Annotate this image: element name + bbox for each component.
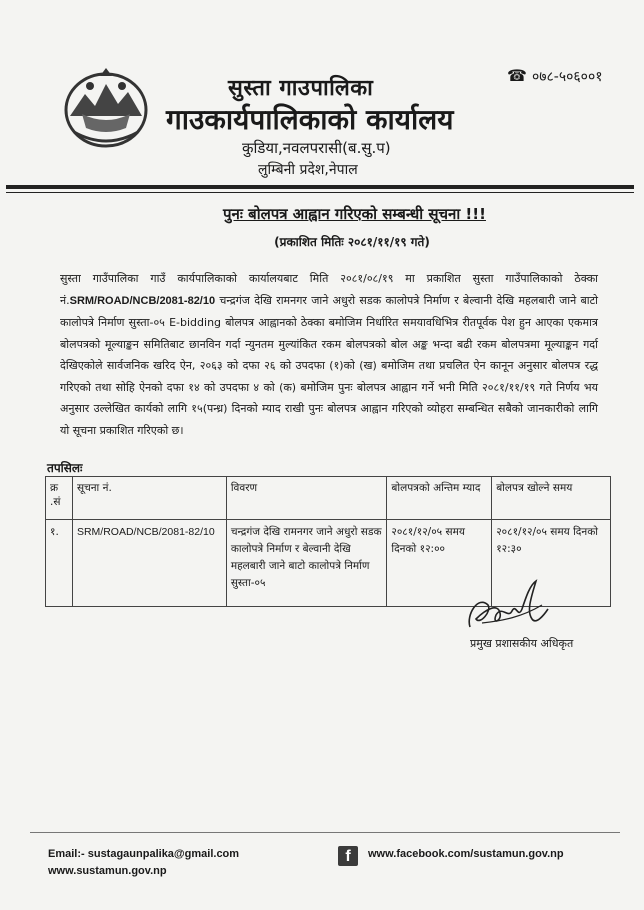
header-divider xyxy=(6,185,634,189)
table-header-row xyxy=(46,477,611,520)
phone-text: ०७८-५०६००१ xyxy=(531,69,603,85)
office-name: सुस्ता गाउपालिका xyxy=(228,76,374,101)
phone-number xyxy=(507,66,603,86)
header-opening-time: बोलपत्र खोल्ने समय xyxy=(492,477,611,520)
cell-notice-no: SRM/ROAD/NCB/2081-82/10 xyxy=(72,520,226,607)
notice-body xyxy=(60,268,598,441)
published-date-text: (प्रकाशित मितिः २०८१/११/१९ गते) xyxy=(274,235,430,249)
cell-opening-time: २०८१/१२/०५ समय दिनको १२:३० xyxy=(492,520,611,607)
office-title: गाउकार्यपालिकाको कार्यालय xyxy=(166,103,454,136)
header-description: विवरण xyxy=(226,477,387,520)
header-divider-thin xyxy=(6,192,634,193)
details-label: तपसिलः xyxy=(47,461,83,475)
signatory-title: प्रमुख प्रशासकीय अधिकृत xyxy=(470,637,574,650)
cell-serial: १. xyxy=(46,520,73,607)
footer-facebook[interactable]: www.facebook.com/sustamun.gov.np xyxy=(368,848,564,860)
body-part-2: चन्द्रगंज देखि रामनगर जाने अधुरो सडक कालोपत्रे निर्माण र बेल्वानी देखि महलबारी जाने बाटो कालोपत्रे निर्माण सुस्ता-०५ E-bidding बोलपत्र आह्वानको ठेक्का बमोजिम निर्धारित समयावधिभित्र रीतपूर्वक पेश हुन आएका एकमात्र बोलपत्रको मूल्याङ्कन समितिबाट छानविन गर्दा न्युनतम मुल्यांकित रकम बोलपत्रको बोल अङ्क भन्दा बढी रकम बोलपत्रमा मूल्याङ्कन गर्दा देखिएकोले सार्वजनिक खरिद ऐन, २०६३ को दफा २६ को उपदफा (१)को (ख) बमोजिम तथा प्रचलित ऐन कानून अनुसार बोलपत्र रद्ध गरिएको तथा सोहि ऐनको दफा १४ को उपदफा ४ को (क) बमोजिम पुनः बोलपत्र आह्वान गर्ने भनी मिति २०८१/११/१९ गते निर्णय भय अनुसार उल्लेखित कार्यको लागि १५(पन्ध्र) दिनको म्याद राखी पुनः बोलपत्र आह्वान गरिएको व्योहरा सम्बन्धित सबैको जानकारीको लागि यो सूचना प्रकाशित गरिएको छ। xyxy=(60,293,598,437)
notice-title-text: पुनः बोलपत्र आह्वान गरिएको सम्बन्धी सूचना !!! xyxy=(223,205,486,223)
footer-divider xyxy=(30,832,620,833)
address-line-2: लुम्बिनी प्रदेश,नेपाल xyxy=(258,162,358,178)
phone-icon: ☎ xyxy=(507,66,527,85)
tender-reference: SRM/ROAD/NCB/2081-82/10 xyxy=(69,294,216,307)
signature-image xyxy=(462,575,552,635)
header-serial: क्र .सं xyxy=(46,477,73,520)
header-deadline: बोलपत्रको अन्तिम म्याद xyxy=(387,477,492,520)
address-line-1: कुडिया,नवलपरासी(ब.सु.प) xyxy=(242,139,391,157)
footer-email[interactable]: Email:- sustagaunpalika@gmail.com xyxy=(48,848,240,860)
notice-title xyxy=(0,204,644,224)
emblem-icon xyxy=(60,66,152,150)
header-notice-no: सूचना नं. xyxy=(72,477,226,520)
body-part-1: सुस्ता गाउँपालिका गाउँ कार्यपालिकाको कार्यालयबाट मिति २०८१/०८/१९ मा प्रकाशित सुस्ता गाउँपालिकाको ठेक्का नं. xyxy=(60,272,598,307)
cell-description: चन्द्रगंज देखि रामनगर जाने अधुरो सडक कालोपत्रे निर्माण र बेल्वानी देखि महलबारी जाने बाटो कालोपत्रे निर्माण सुस्ता-०५ xyxy=(226,520,387,607)
cell-deadline: २०८१/१२/०५ समय दिनको १२:०० xyxy=(387,520,492,607)
facebook-icon: f xyxy=(338,846,358,866)
footer-website[interactable]: www.sustamun.gov.np xyxy=(48,865,167,877)
published-date xyxy=(0,233,644,250)
